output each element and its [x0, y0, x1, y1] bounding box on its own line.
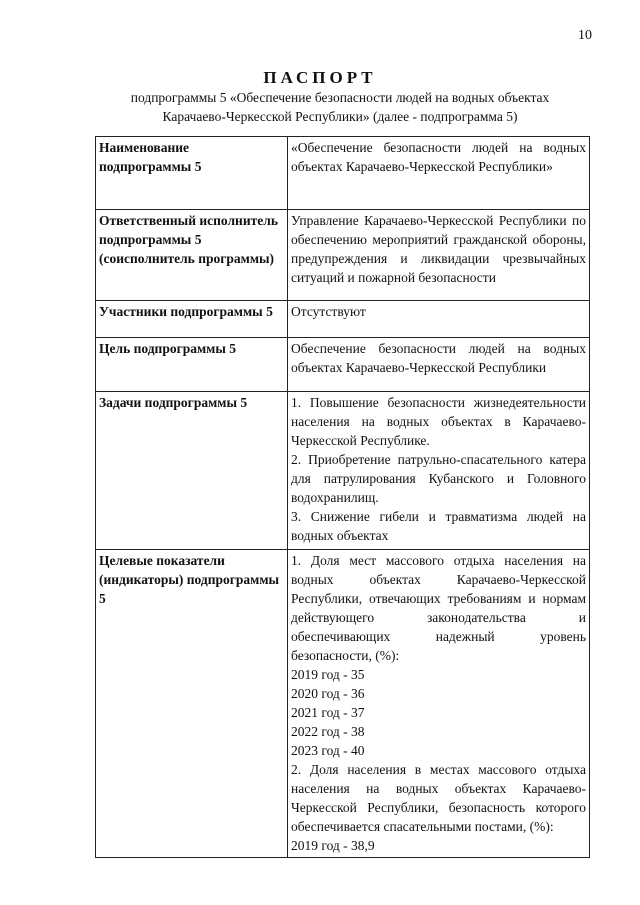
document-title: ПАСПОРТ — [263, 68, 377, 87]
table-row-participants — [96, 301, 590, 338]
value-line: 1. Повышение безопасности жизнедеятельности населения на водных объектах в Карачаево-Черкесской Республике. — [291, 395, 586, 448]
table-row-tasks — [96, 392, 590, 550]
row-label: Наименование подпрограммы 5 — [96, 137, 288, 210]
value-line: Отсутствуют — [291, 304, 366, 319]
row-value — [288, 550, 590, 858]
value-line: Обеспечение безопасности людей на водных объектах Карачаево-Черкесской Республики — [291, 341, 586, 375]
row-label: Цель подпрограммы 5 — [96, 338, 288, 392]
value-line: Управление Карачаево-Черкесской Республики по обеспечению мероприятий гражданской обороны, предупреждения и ликвидации чрезвычайных ситуаций и пожарной безопасности — [291, 213, 586, 285]
row-value — [288, 338, 590, 392]
value-line: 2019 год - 38,9 — [291, 838, 375, 853]
row-value — [288, 137, 590, 210]
row-label: Целевые показатели (индикаторы) подпрограммы 5 — [96, 550, 288, 858]
passport-table — [95, 136, 590, 858]
value-line: 2023 год - 40 — [291, 743, 365, 758]
row-value — [288, 210, 590, 301]
value-line: 2022 год - 38 — [291, 724, 365, 739]
document-subtitle — [90, 88, 590, 126]
table-row-executor — [96, 210, 590, 301]
row-label: Задачи подпрограммы 5 — [96, 392, 288, 550]
value-line: 1. Доля мест массового отдыха населения на водных объектах Карачаево-Черкесской Республики, отвечающих требованиям и нормам действующего законодательства и обеспечивающих надежный уровень безопасности, (%): — [291, 553, 586, 663]
row-label: Участники подпрограммы 5 — [96, 301, 288, 338]
table-row-indicators — [96, 550, 590, 858]
value-line: «Обеспечение безопасности людей на водных объектах Карачаево-Черкесской Республики» — [291, 140, 586, 174]
value-line: 2. Приобретение патрульно-спасательного катера для патрулирования Кубанского и Головного водохранилищ. — [291, 452, 586, 505]
table-row-name — [96, 137, 590, 210]
row-label: Ответственный исполнитель подпрограммы 5 (соисполнитель программы) — [96, 210, 288, 301]
table-row-goal — [96, 338, 590, 392]
value-line: 3. Снижение гибели и травматизма людей на водных объектах — [291, 509, 586, 543]
row-value — [288, 392, 590, 550]
subtitle-line-1: подпрограммы 5 «Обеспечение безопасности людей на водных объектах — [130, 90, 550, 105]
value-line: 2021 год - 37 — [291, 705, 365, 720]
row-value — [288, 301, 590, 338]
value-line: 2020 год - 36 — [291, 686, 365, 701]
value-line: 2019 год - 35 — [291, 667, 365, 682]
value-line: 2. Доля населения в местах массового отдыха населения на водных объектах Карачаево-Черкесской Республики, безопасность которого обеспечивается спасательными постами, (%): — [291, 762, 586, 834]
page-number: 10 — [578, 28, 592, 43]
subtitle-line-2: Карачаево-Черкесской Республики» (далее - подпрограмма 5) — [162, 109, 518, 124]
